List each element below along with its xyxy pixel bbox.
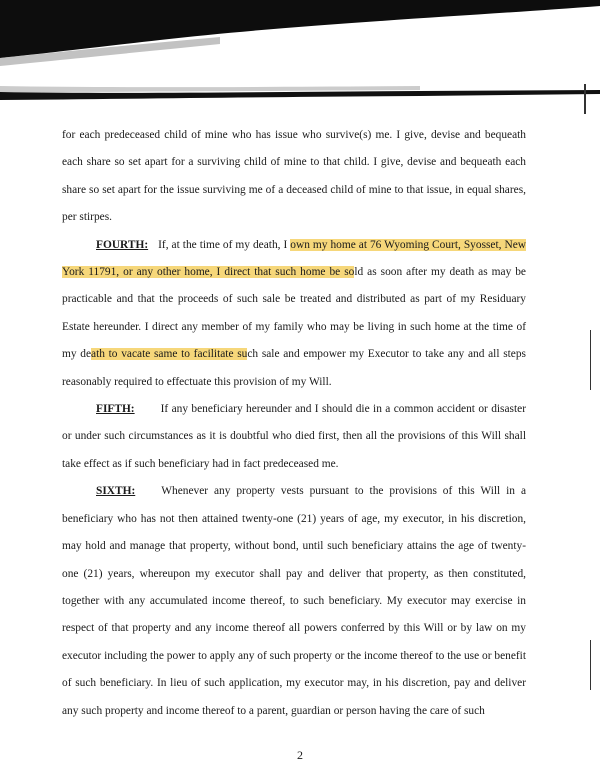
document-body — [62, 122, 526, 725]
heading-sixth: SIXTH: — [96, 485, 136, 498]
paragraph-fifth: FIFTH: If any beneficiary hereunder and I should die in a common accident or disaster or under such circumstances as it is doubtful who died first, then all the provisions of this Will shall take effect as if such beneficiary had in fact predeceased me. — [62, 403, 526, 470]
highlighted-text: own my home at 76 Wyoming Court, Syosset, New York 11791, or any other home, I direct that such home be so — [62, 238, 527, 279]
paragraph-continued: for each predeceased child of mine who has issue who survive(s) me. I give, devise and bequeath each share so set apart for a surviving child of mine to that child. I give, devise and bequeath each share so set apart for the issue surviving me of a deceased child of mine to that issue, in equal shares, per stirpes. — [62, 129, 526, 224]
heading-fifth: FIFTH: — [96, 403, 135, 416]
scan-margin-mark — [590, 330, 591, 390]
heading-fourth: FOURTH: — [96, 238, 149, 251]
scan-margin-mark — [590, 640, 591, 690]
scan-shadow-artifact — [0, 0, 600, 110]
page-number: 2 — [297, 748, 303, 762]
highlighted-text: ath to vacate same to facilitate su — [91, 348, 248, 361]
paragraph-fourth: FOURTH: If, at the time of my death, I own my home at 76 Wyoming Court, Syosset, New York 11791, or any other home, I direct that such home be sold as soon after my death as may be practicable and that the proceeds of such sale be treated and distributed as part of my Residuary Estate hereunder. I direct any member of my family who may be living in such home at the time of my death to vacate same to facilitate such sale and empower my Executor to take any and all steps reasonably required to effectuate this provision of my Will. — [62, 238, 527, 388]
paragraph-sixth: SIXTH: Whenever any property vests pursuant to the provisions of this Will in a beneficiary who has not then attained twenty-one (21) years of age, my executor, in his discretion, may hold and manage that property, without bond, until such beneficiary attains the age of twenty-one (21) years, whereupon my executor shall pay and deliver that property, as then constituted, together with any accumulated income thereof, to such beneficiary. My executor may exercise in respect of that property and any income thereof all powers conferred by this Will or by law on my executor including the power to apply any of such property or the income thereof to the use or benefit of such beneficiary. In lieu of such application, my executor may, in his discretion, pay and deliver any such property and income thereof to a parent, guardian or person having the care of such — [62, 485, 526, 717]
scan-margin-mark — [584, 84, 586, 114]
